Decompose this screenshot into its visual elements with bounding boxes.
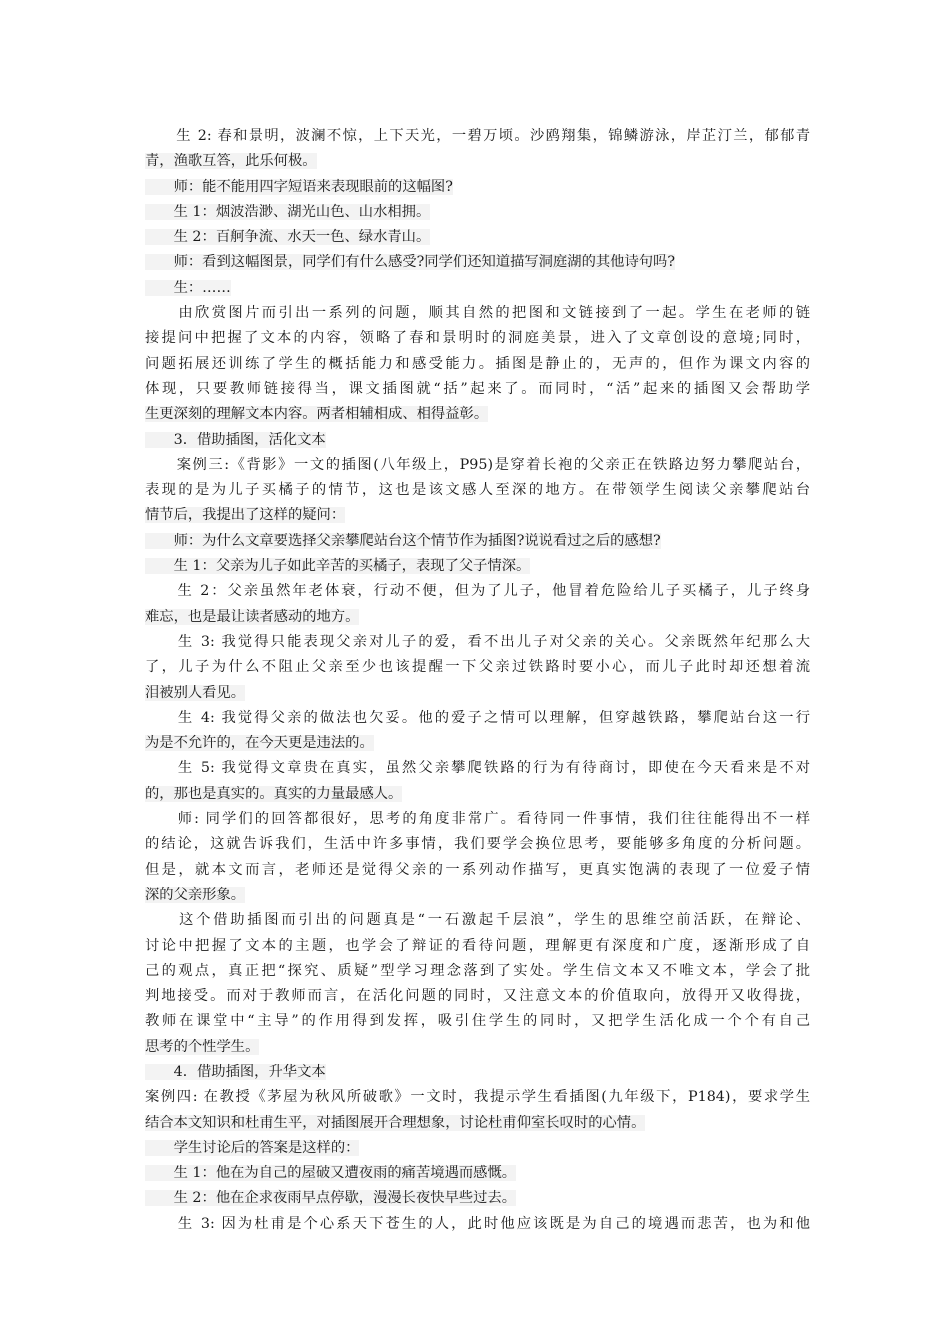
text-line <box>145 554 810 579</box>
text-line-content: 教师在课堂中“主导”的作用得到发挥，吸引住学生的同时，又把学生活化成一个个有自己 <box>145 1013 810 1030</box>
text-line <box>145 1186 810 1211</box>
text-line <box>145 200 810 225</box>
text-line-content: 生：…… <box>145 279 231 296</box>
text-line <box>145 959 810 984</box>
text-line <box>145 428 810 453</box>
text-line <box>145 352 810 377</box>
text-line <box>145 276 810 301</box>
document-body <box>145 124 810 1237</box>
text-line <box>145 1212 810 1237</box>
text-line-content: 结合本文知识和杜甫生平，对插图展开合理想象，讨论杜甫仰室长叹时的心情。 <box>145 1114 646 1131</box>
text-line <box>145 478 810 503</box>
text-line <box>145 503 810 528</box>
text-line <box>145 1009 810 1034</box>
text-line-content: 己的观点，真正把“探究、质疑”型学习理念落到了实处。学生信文本又不唯文本，学会了批 <box>145 962 810 979</box>
text-line <box>145 301 810 326</box>
text-line <box>145 883 810 908</box>
text-line-content: 思考的个性学生。 <box>145 1038 260 1055</box>
text-line-content: 情节后，我提出了这样的疑问： <box>145 507 346 524</box>
text-line-content: 接提问中把握了文本的内容，领略了春和景明时的洞庭美景，进入了文章创设的意境;同时， <box>145 330 810 347</box>
text-line-content: 由欣赏图片而引出一系列的问题，顺其自然的把图和文链接到了一起。学生在老师的链 <box>145 305 810 322</box>
text-line-content: 生 2: 春和景明，波澜不惊，上下天光，一碧万顷。沙鸥翔集，锦鳞游泳，岸芷汀兰，郁郁青 <box>145 128 810 144</box>
text-line <box>145 250 810 275</box>
text-line <box>145 655 810 680</box>
text-line-content: 深的父亲形象。 <box>145 886 246 903</box>
text-line <box>145 175 810 200</box>
text-line <box>145 377 810 402</box>
text-line-content: 生 1：烟波浩渺、湖光山色、山水相拥。 <box>145 203 431 220</box>
text-line-content: 问题拓展还训练了学生的概括能力和感受能力。插图是静止的，无声的，但作为课文内容的 <box>145 355 810 372</box>
text-line-content: 泪被别人看见。 <box>145 684 246 701</box>
text-line <box>145 149 810 174</box>
text-line-content: 师: 同学们的回答都很好，思考的角度非常广。看待同一件事情，我们往往能得出不一样 <box>145 811 810 828</box>
text-line <box>145 706 810 731</box>
text-line <box>145 731 810 756</box>
text-line <box>145 453 810 478</box>
text-line <box>145 1161 810 1186</box>
text-line <box>145 756 810 781</box>
text-line-content: 4．借助插图，升华文本 <box>145 1063 326 1080</box>
text-line-content: 生更深刻的理解文本内容。两者相辅相成、相得益彰。 <box>145 406 489 423</box>
text-line <box>145 934 810 959</box>
text-line-content: 生 4: 我觉得父亲的做法也欠妥。他的爱子之情可以理解，但穿越铁路，攀爬站台这一行 <box>145 709 810 726</box>
text-line-content: 师：能不能用四字短语来表现眼前的这幅图? <box>145 178 453 195</box>
text-line <box>145 858 810 883</box>
text-line-content: 生 1：父亲为儿子如此辛苦的买橘子，表现了父子情深。 <box>145 558 531 575</box>
text-line-content: 生 1：他在为自己的屋破又遭夜雨的痛苦境遇而感慨。 <box>145 1165 517 1182</box>
text-line <box>145 225 810 250</box>
text-line-content: 生 3: 因为杜甫是个心系天下苍生的人，此时他应该既是为自己的境遇而悲苦，也为和他 <box>145 1215 810 1232</box>
text-line <box>145 326 810 351</box>
text-line-content: 师：为什么文章要选择父亲攀爬站台这个情节作为插图?说说看过之后的感想? <box>145 532 661 549</box>
text-line-content: 案例三:《背影》一文的插图(八年级上，P95)是穿着长袍的父亲正在铁路边努力攀爬站台， <box>145 456 810 473</box>
text-line-content: 案例四: 在教授《茅屋为秋风所破歌》一文时，我提示学生看插图(九年级下，P184)，要求学生 <box>145 1089 810 1106</box>
text-line <box>145 1136 810 1161</box>
text-line-content: 的结论，这就告诉我们，生活中许多事情，我们要学会换位思考，要能够多角度的分析问题。 <box>145 836 810 853</box>
text-line-content: 表现的是为儿子买橘子的情节，这也是该文感人至深的地方。在带领学生阅读父亲攀爬站台 <box>145 482 810 499</box>
text-line <box>145 402 810 427</box>
text-line-content: 难忘，也是最让读者感动的地方。 <box>145 608 360 625</box>
text-line <box>145 605 810 630</box>
text-line <box>145 579 810 604</box>
text-line <box>145 832 810 857</box>
text-line-content: 但是，就本文而言，老师还是觉得父亲的一系列动作描写，更真实饱满的表现了一位爱子情 <box>145 861 810 878</box>
text-line <box>145 908 810 933</box>
text-line-content: 青，渔歌互答，此乐何极。 <box>145 153 317 170</box>
text-line-content: 了，儿子为什么不阻止父亲至少也该提醒一下父亲过铁路时要小心，而儿子此时却还想着流 <box>145 659 810 676</box>
text-line-content: 判地接受。而对于教师而言，在活化问题的同时，又注意文本的价值取向，放得开又收得拢， <box>145 988 810 1005</box>
text-line <box>145 1111 810 1136</box>
text-line-content: 这个借助插图而引出的问题真是“一石激起千层浪”，学生的思维空前活跃，在辩论、 <box>145 912 810 929</box>
text-line-content: 生 5: 我觉得文章贵在真实，虽然父亲攀爬铁路的行为有待商讨，即使在今天看来是不对 <box>145 760 810 777</box>
text-line <box>145 984 810 1009</box>
text-line-content: 3．借助插图，活化文本 <box>145 431 326 448</box>
text-line-content: 生 2：百舸争流、水天一色、绿水青山。 <box>145 229 431 246</box>
text-line-content: 生 2：他在企求夜雨早点停歇，漫漫长夜快早些过去。 <box>145 1190 517 1207</box>
text-line-content: 生 2：父亲虽然年老体衰，行动不便，但为了儿子，他冒着危险给儿子买橘子，儿子终身 <box>145 583 810 600</box>
text-line-content: 为是不允许的，在今天更是违法的。 <box>145 735 374 752</box>
text-line-content: 师：看到这幅图景，同学们有什么感受?同学们还知道描写洞庭湖的其他诗句吗? <box>145 254 676 271</box>
text-line <box>145 782 810 807</box>
text-line-content: 讨论中把握了文本的主题，也学会了辩证的看待问题，理解更有深度和广度，逐渐形成了自 <box>145 937 810 954</box>
text-line <box>145 529 810 554</box>
text-line-content: 体现，只要教师链接得当，课文插图就“括”起来了。而同时，“活”起来的插图又会帮助学 <box>145 380 810 397</box>
text-line-content: 生 3: 我觉得只能表现父亲对儿子的爱，看不出儿子对父亲的关心。父亲既然年纪那么大 <box>145 633 810 650</box>
text-line <box>145 1060 810 1085</box>
text-line-content: 的，那也是真实的。真实的力量最感人。 <box>145 785 403 802</box>
text-line <box>145 1035 810 1060</box>
text-line <box>145 807 810 832</box>
text-line <box>145 630 810 655</box>
text-line <box>145 1085 810 1110</box>
text-line <box>145 124 810 149</box>
text-line-content: 学生讨论后的答案是这样的： <box>145 1139 360 1156</box>
text-line <box>145 681 810 706</box>
